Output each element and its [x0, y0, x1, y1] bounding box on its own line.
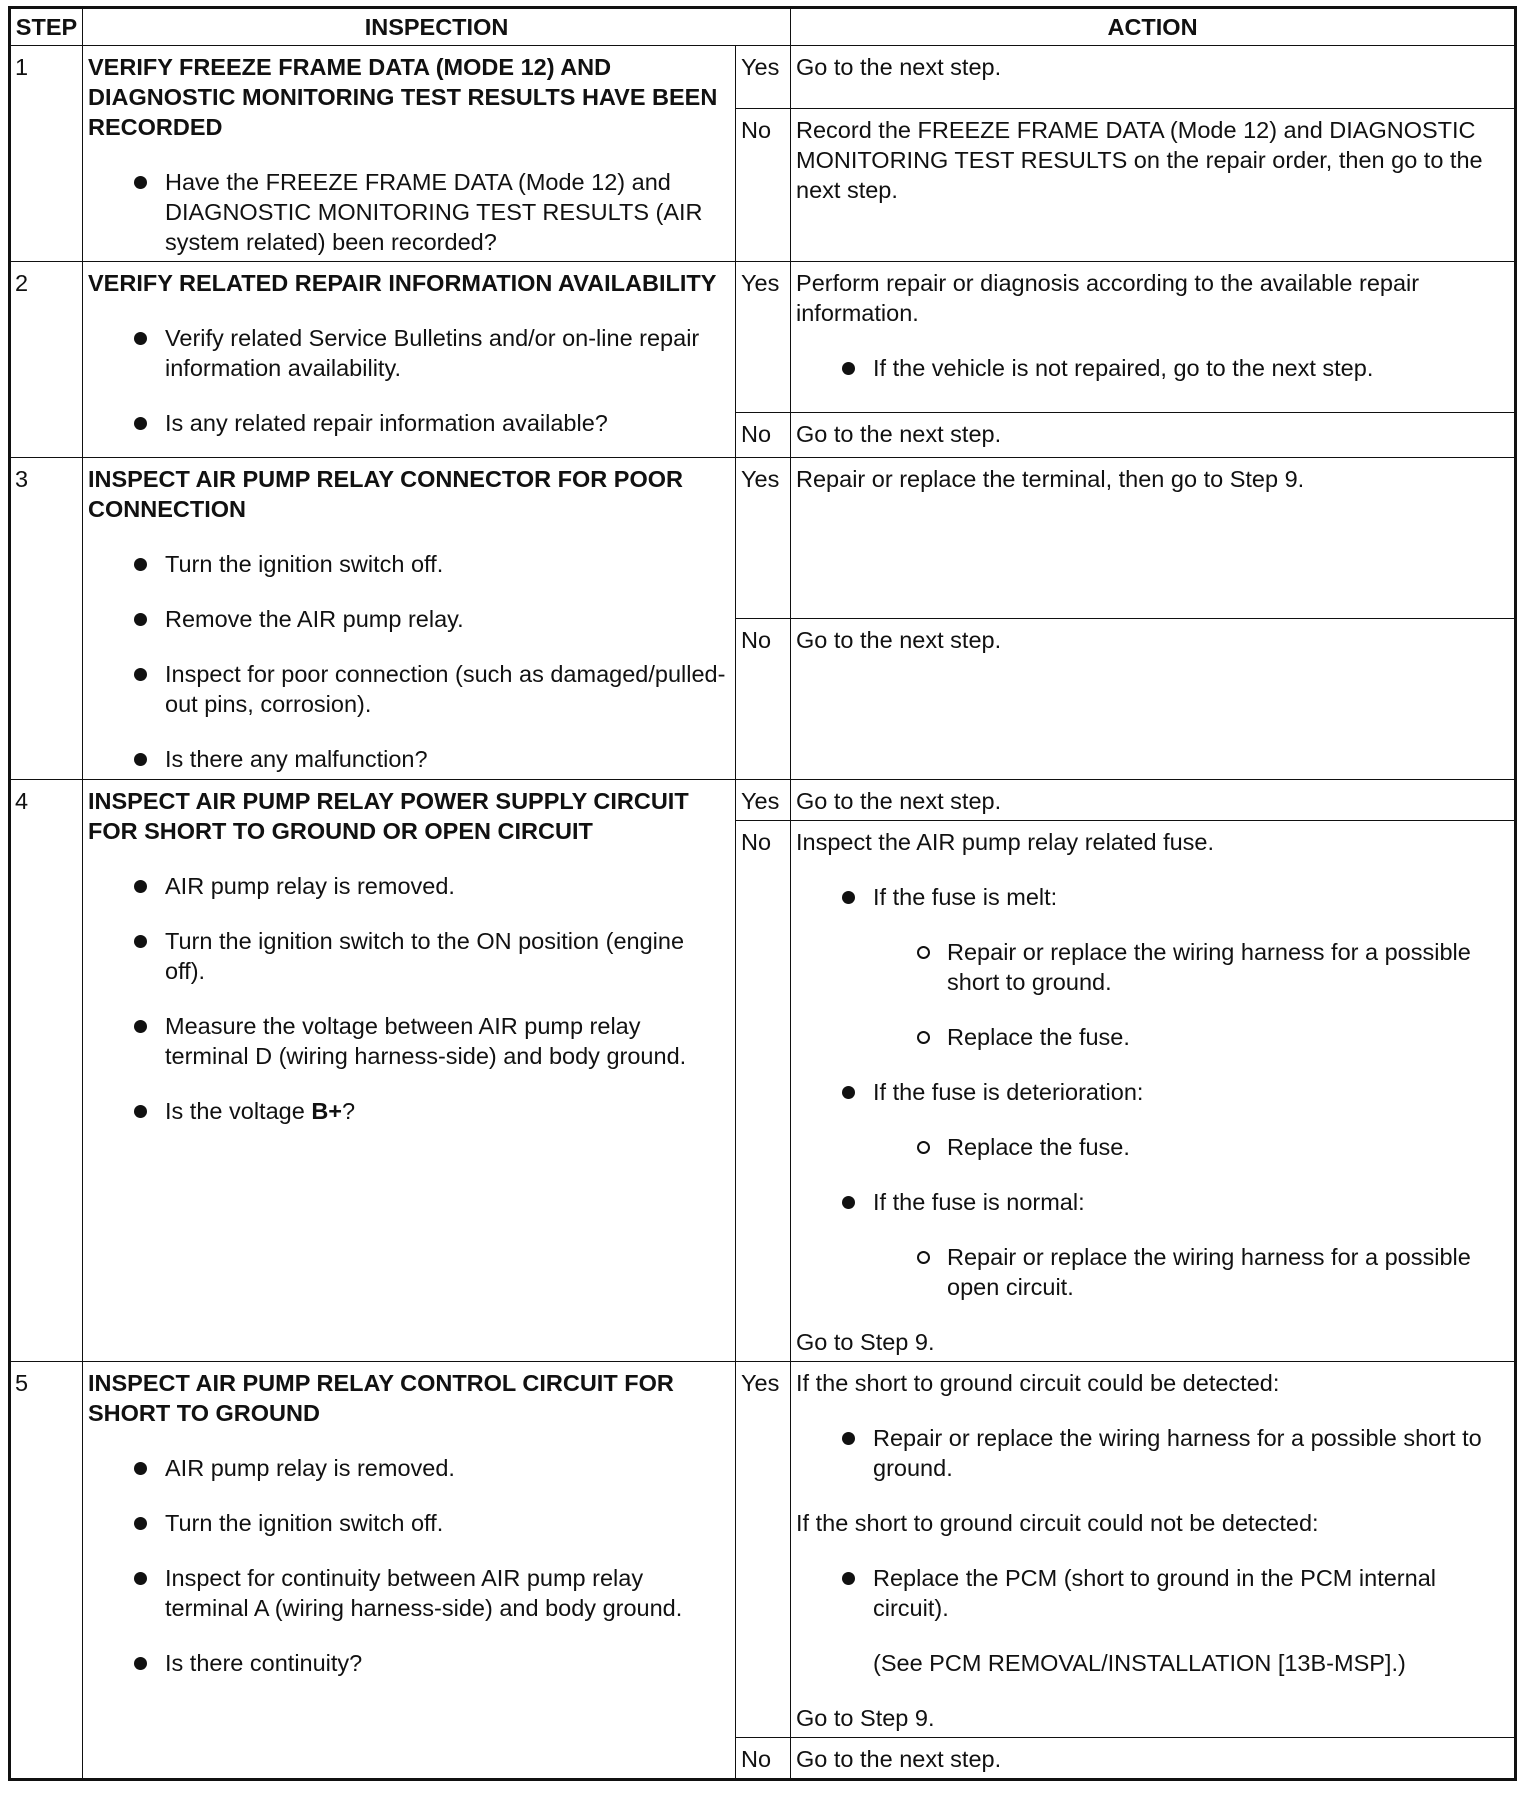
yes-action — [791, 262, 1516, 413]
sub-list-item: Repair or replace the wiring harness for a possible open circuit. — [796, 1242, 1508, 1302]
step-number: 4 — [10, 780, 83, 1362]
action-text: Go to Step 9. — [796, 1705, 935, 1731]
yes-label: Yes — [736, 458, 791, 619]
no-label: No — [736, 413, 791, 458]
table-row — [10, 780, 1516, 821]
inspection-cell — [83, 262, 736, 458]
action-list — [796, 1187, 1508, 1217]
step-title: VERIFY FREEZE FRAME DATA (MODE 12) AND DIAGNOSTIC MONITORING TEST RESULTS HAVE BEEN RECORDED — [88, 54, 718, 140]
no-label: No — [736, 1738, 791, 1780]
step-number: 1 — [10, 46, 83, 262]
action-list — [796, 1563, 1508, 1623]
yes-action — [791, 1362, 1516, 1738]
action-text: If the short to ground circuit could not be detected: — [796, 1510, 1319, 1536]
step-number: 5 — [10, 1362, 83, 1780]
table-row — [10, 1362, 1516, 1738]
list-item: AIR pump relay is removed. — [88, 1453, 729, 1483]
yes-label: Yes — [736, 262, 791, 413]
list-item: Turn the ignition switch off. — [88, 549, 729, 579]
step-number: 2 — [10, 262, 83, 458]
yes-label: Yes — [736, 1362, 791, 1738]
diagnostic-steps-table — [8, 6, 1517, 1781]
diagnostic-procedure-page — [8, 6, 1514, 1781]
list-item: Inspect for continuity between AIR pump relay terminal A (wiring harness-side) and body ground. — [88, 1563, 729, 1623]
list-item: If the vehicle is not repaired, go to the next step. — [796, 353, 1508, 383]
action-list — [796, 882, 1508, 912]
step-column-header: STEP — [10, 8, 83, 46]
inspection-list — [88, 167, 729, 257]
list-item: AIR pump relay is removed. — [88, 871, 729, 901]
yes-action: Go to the next step. — [791, 780, 1516, 821]
no-label: No — [736, 108, 791, 261]
list-item: Verify related Service Bulletins and/or on-line repair information availability. — [88, 323, 729, 383]
sub-list-item: Repair or replace the wiring harness for a possible short to ground. — [796, 937, 1508, 997]
inspection-list — [88, 871, 729, 1126]
step-title: INSPECT AIR PUMP RELAY CONTROL CIRCUIT FOR SHORT TO GROUND — [88, 1370, 674, 1426]
yes-label: Yes — [736, 780, 791, 821]
action-text: Perform repair or diagnosis according to the available repair information. — [796, 270, 1420, 326]
list-item: Replace the PCM (short to ground in the PCM internal circuit). — [796, 1563, 1508, 1623]
list-item: Turn the ignition switch to the ON position (engine off). — [88, 926, 729, 986]
inspection-cell — [83, 458, 736, 780]
step-number: 3 — [10, 458, 83, 780]
inspection-cell — [83, 46, 736, 262]
list-item: If the fuse is melt: — [796, 882, 1508, 912]
no-action: Go to the next step. — [791, 413, 1516, 458]
list-item — [88, 1096, 729, 1126]
inspection-list — [88, 1453, 729, 1678]
inspection-cell — [83, 780, 736, 1362]
list-item: Measure the voltage between AIR pump relay terminal D (wiring harness-side) and body ground. — [88, 1011, 729, 1071]
table-row — [10, 458, 1516, 619]
list-item: Inspect for poor connection (such as damaged/pulled-out pins, corrosion). — [88, 659, 729, 719]
list-item: Repair or replace the wiring harness for a possible short to ground. — [796, 1423, 1508, 1483]
sub-list-item: Replace the fuse. — [796, 1132, 1508, 1162]
no-action — [791, 821, 1516, 1362]
sub-list-item: Replace the fuse. — [796, 1022, 1508, 1052]
table-row — [10, 46, 1516, 109]
action-list — [796, 353, 1508, 383]
inspection-column-header: INSPECTION — [83, 8, 791, 46]
inspection-cell — [83, 1362, 736, 1780]
action-column-header: ACTION — [791, 8, 1516, 46]
inspection-list — [88, 549, 729, 774]
action-text: Inspect the AIR pump relay related fuse. — [796, 829, 1215, 855]
list-item-text: Is the voltage — [165, 1098, 312, 1124]
yes-label: Yes — [736, 46, 791, 109]
list-item: Have the FREEZE FRAME DATA (Mode 12) and DIAGNOSTIC MONITORING TEST RESULTS (AIR system related) been recorded? — [88, 167, 729, 257]
action-list — [796, 1423, 1508, 1483]
yes-action: Repair or replace the terminal, then go to Step 9. — [791, 458, 1516, 619]
no-action: Record the FREEZE FRAME DATA (Mode 12) and DIAGNOSTIC MONITORING TEST RESULTS on the repair order, then go to the next step. — [791, 108, 1516, 261]
list-item: Is any related repair information available? — [88, 408, 729, 438]
no-action: Go to the next step. — [791, 619, 1516, 780]
action-text: Go to Step 9. — [796, 1329, 935, 1355]
action-sublist — [796, 1242, 1508, 1302]
yes-action: Go to the next step. — [791, 46, 1516, 109]
no-label: No — [736, 619, 791, 780]
action-sublist — [796, 1132, 1508, 1162]
table-row — [10, 262, 1516, 413]
table-header-row — [10, 8, 1516, 46]
no-action: Go to the next step. — [791, 1738, 1516, 1780]
action-text: If the short to ground circuit could be detected: — [796, 1370, 1280, 1396]
list-item: If the fuse is normal: — [796, 1187, 1508, 1217]
list-item: Is there any malfunction? — [88, 744, 729, 774]
reference-note: (See PCM REMOVAL/INSTALLATION [13B-MSP].) — [873, 1650, 1406, 1676]
step-title: INSPECT AIR PUMP RELAY CONNECTOR FOR POOR CONNECTION — [88, 466, 683, 522]
voltage-value: B+ — [311, 1098, 343, 1124]
step-title: VERIFY RELATED REPAIR INFORMATION AVAILABILITY — [88, 270, 717, 296]
action-list — [796, 1077, 1508, 1107]
list-item: Is there continuity? — [88, 1648, 729, 1678]
inspection-list — [88, 323, 729, 438]
list-item: Remove the AIR pump relay. — [88, 604, 729, 634]
list-item-text: ? — [342, 1098, 356, 1124]
list-item: If the fuse is deterioration: — [796, 1077, 1508, 1107]
list-item: Turn the ignition switch off. — [88, 1508, 729, 1538]
no-label: No — [736, 821, 791, 1362]
action-sublist — [796, 937, 1508, 1052]
step-title: INSPECT AIR PUMP RELAY POWER SUPPLY CIRCUIT FOR SHORT TO GROUND OR OPEN CIRCUIT — [88, 788, 689, 844]
